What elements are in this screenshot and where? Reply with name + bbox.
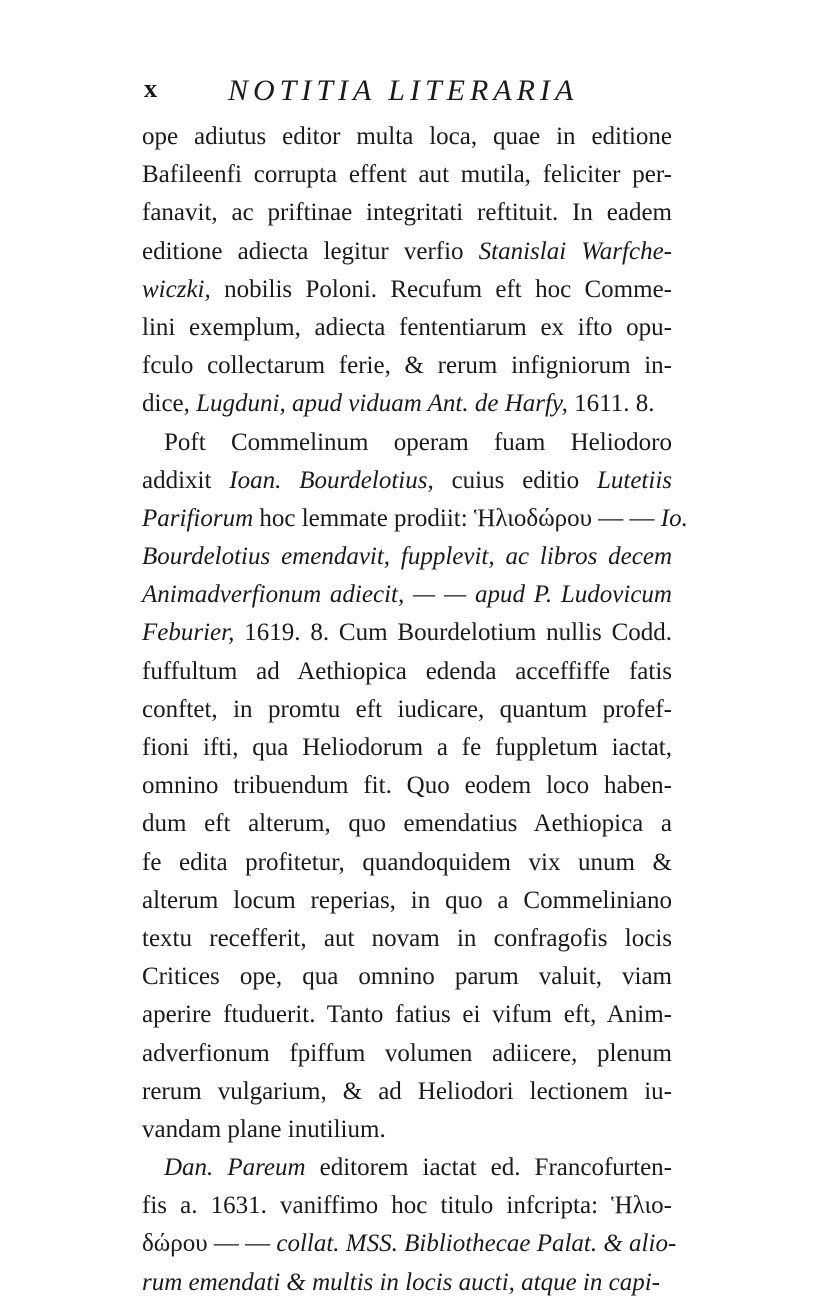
text-line: [142, 1111, 672, 1149]
text-segment: nobilis Poloni. Recufum eft hoc Comme-: [210, 275, 672, 303]
italic-text: Animadverfionum adiecit, — — apud P. Ludovicum: [142, 581, 672, 609]
italic-text: Lutetiis: [596, 466, 672, 494]
text-line: [142, 194, 672, 232]
text-line: [142, 347, 672, 385]
text-segment: fanavit, ac priftinae integritati reftituit. In eadem: [142, 199, 672, 227]
text-line: [142, 1264, 672, 1302]
text-line: [142, 729, 672, 767]
text-line: [142, 385, 672, 423]
text-segment: 1619. 8. Cum Bourdelotium nullis Codd.: [234, 619, 672, 647]
text-line: [142, 233, 672, 271]
text-line: [142, 614, 672, 652]
text-segment: textu recefferit, aut novam in confragofis locis: [142, 924, 672, 952]
text-segment: rerum vulgarium, & ad Heliodori lectionem iu-: [142, 1077, 672, 1105]
text-segment: alterum locum reperias, in quo a Commeliniano: [142, 886, 672, 914]
text-line: [142, 920, 672, 958]
text-line: [142, 844, 672, 882]
italic-text: Ioan. Bourdelotius,: [229, 466, 434, 494]
text-line: [142, 996, 672, 1034]
text-line: [142, 462, 672, 500]
text-segment: lini exemplum, adiecta fententiarum ex ifto opu-: [142, 313, 672, 341]
text-line: [142, 767, 672, 805]
text-segment: fis a. 1631. vaniffimo hoc titulo infcripta: Ἡλιο-: [142, 1192, 672, 1220]
text-segment: adverfionum fpiffum volumen adiicere, plenum: [142, 1039, 672, 1067]
text-line: [142, 118, 672, 156]
text-segment: omnino tribuendum fit. Quo eodem loco haben-: [142, 772, 672, 800]
text-line: [142, 958, 672, 996]
text-segment: fioni ifti, qua Heliodorum a fe fuppletum iactat,: [142, 734, 672, 761]
text-line: [142, 1149, 672, 1187]
text-line: [142, 1187, 672, 1225]
running-title: NOTITIA LITERARIA: [228, 74, 579, 107]
italic-text: Lugduni, apud viduam Ant. de Harfy,: [196, 390, 568, 418]
text-line: [142, 882, 672, 920]
text-segment: hoc lemmate prodiit: Ἡλιοδώρου — —: [253, 504, 661, 532]
text-segment: conftet, in promtu eft iudicare, quantum profef-: [142, 695, 672, 723]
text-segment: dum eft alterum, quo emendatius Aethiopica a: [142, 810, 672, 838]
italic-text: Bourdelotius emendavit, fupplevit, ac libros decem: [142, 543, 672, 571]
text-line: [142, 653, 672, 691]
text-segment: vandam plane inutilium.: [142, 1115, 386, 1143]
italic-text: Parifiorum: [142, 504, 254, 532]
italic-text: Feburier,: [142, 619, 235, 647]
text-segment: fe edita profitetur, quandoquidem vix unum &: [142, 848, 672, 876]
text-segment: fculo collectarum ferie, & rerum infigniorum in-: [142, 352, 672, 380]
text-segment: Bafileenfi corrupta effent aut mutila, feliciter per-: [142, 161, 672, 189]
text-segment: δώρου — —: [142, 1230, 277, 1258]
text-line: [142, 538, 672, 576]
text-line: [142, 576, 672, 614]
text-line: [142, 156, 672, 194]
text-segment: aperire ftuduerit. Tanto fatius ei vifum eft, Anim-: [142, 1001, 672, 1029]
text-segment: addixit: [142, 466, 230, 494]
text-segment: Critices ope, qua omnino parum valuit, viam: [142, 963, 672, 991]
text-line: [142, 1225, 677, 1263]
text-segment: editione adiecta legitur verfio: [142, 237, 479, 265]
italic-text: Dan. Pareum: [164, 1154, 306, 1182]
italic-text: Stanislai Warfche-: [478, 237, 672, 265]
text-segment: 1611. 8.: [567, 390, 655, 418]
text-line: [142, 424, 672, 462]
text-line: [142, 1073, 672, 1111]
text-line: [142, 271, 672, 309]
text-line: [142, 1035, 672, 1073]
text-segment: dice,: [142, 390, 197, 418]
page-header: [136, 74, 676, 118]
text-segment: fuffultum ad Aethiopica edenda acceffiffe fatis: [142, 657, 672, 685]
italic-text: rum emendati & multis in locis aucti, atque in capi-: [142, 1268, 660, 1296]
text-line: [142, 500, 688, 538]
text-line: [142, 805, 672, 843]
text-segment: cuius editio: [433, 466, 597, 494]
text-segment: Poft Commelinum operam fuam Heliodoro: [164, 428, 672, 456]
text-segment: ope adiutus editor multa loca, quae in editione: [142, 123, 672, 150]
body-text: [142, 118, 688, 1302]
italic-text: wiczki,: [142, 275, 211, 303]
text-line: [142, 309, 672, 347]
italic-text: Io.: [660, 504, 688, 532]
italic-text: collat. MSS. Bibliothecae Palat. & alio-: [276, 1230, 677, 1258]
text-line: [142, 691, 672, 729]
text-segment: editorem iactat ed. Francofurten-: [305, 1154, 672, 1182]
page-number: x: [144, 74, 160, 103]
